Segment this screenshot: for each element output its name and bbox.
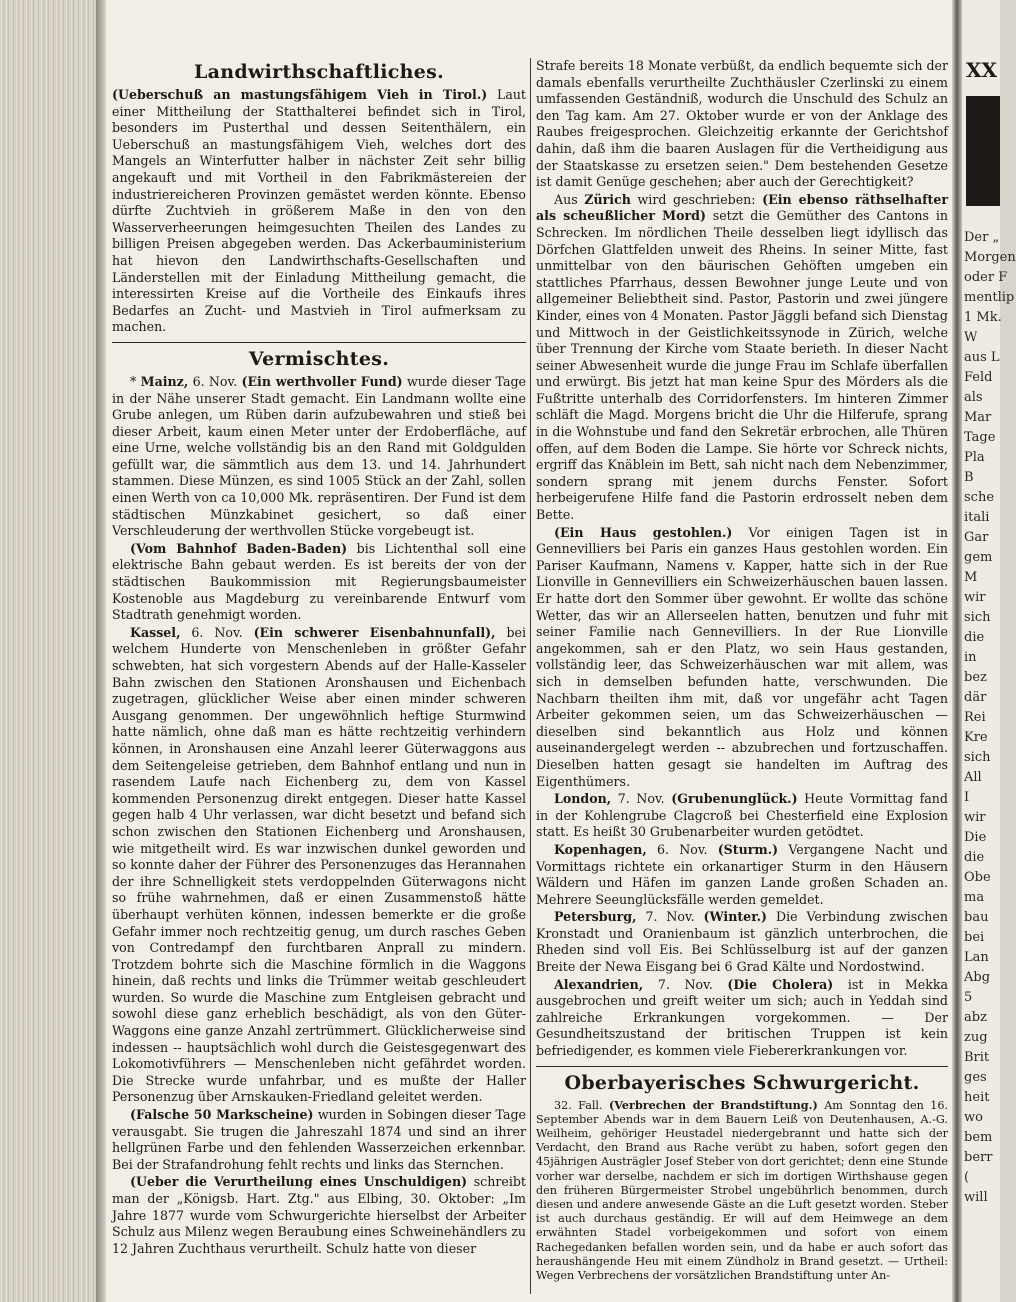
section-divider [536, 1066, 948, 1067]
article-lead: (Falsche 50 Markscheine) [130, 1107, 314, 1123]
next-page-line: wir [964, 590, 986, 605]
article-lead: (Winter.) [703, 909, 768, 925]
next-page-line: Rei [964, 710, 986, 725]
next-page-line: Der „ [964, 230, 1000, 245]
next-page-line: ( [964, 1170, 970, 1185]
article-place: Petersburg, [554, 909, 637, 925]
next-page-line: sich [964, 610, 991, 625]
next-page-line: will [964, 1190, 988, 1205]
next-page-line: heit [964, 1090, 990, 1105]
article-date: 6. Nov. [191, 624, 243, 640]
next-page-line: Pla [964, 450, 985, 465]
article-alexandria-cholera [536, 977, 948, 1060]
article-place: Kopenhagen, [554, 841, 647, 857]
next-page-line: bei [964, 930, 985, 945]
next-page-masthead-block [966, 96, 1000, 206]
article-text: setzt die Gemüther des Cantons in Schrecken. Im nördlichen Theile desselben liegt idyllisch das Dörfchen Glattfelden unweit des Rheins. In seiner Mitte, fast unmittelbar von den bäurischen Gehöften umgeben ein stattliches Pfarrhaus, dessen Bewohner junge Leute und von allgemeiner Beliebtheit sind. Pastor, Pastorin und zwei jüngere Kinder, eines von 4 Monaten. Pastor Jäggli befand sich Dienstag und Mittwoch in der Geistlichkeitssynode in Zürich, welche über Trennung der Kirche vom Staate berieth. In dieser Nacht seiner Abwesenheit wurde die junge Frau im Schlafe überfallen und erwürgt. Bis jetzt hat man keine Spur des Mörders als die Fußtritte unterhalb des Corridorfensters. Im hinteren Zimmer schläft die Magd. Morgens bricht die Uhr die Hilferufe, sprang in die Wohnstube und fand den Sekretär erbrochen, alle Thüren offen, auf dem Boden die Lampe. Sie hörte vor Schreck nichts, ergriff das Knäblein im Bett, sah nicht nach dem Nebenzimmer, sondern sprang mit jenem durchs Fenster. Sofort herbeigerufene Hilfe fand die Pastorin erdrosselt neben dem Bette. [536, 208, 948, 523]
next-page-line: die [964, 630, 985, 645]
article-lead: (Ueberschuß an mastungsfähigem Vieh in Tirol.) [112, 87, 488, 102]
article-wrongful-conviction-continued [536, 58, 948, 191]
next-page-line: ma [964, 890, 985, 905]
article-text: Heute Vormittag fand in der Kohlengrube Clagcroß bei Chesterfield eine Explosion statt. Es heißt 30 Grubenarbeiter wurden getödtet. [536, 791, 948, 840]
article-date: 6. Nov. [656, 841, 708, 857]
next-page-line: ges [964, 1070, 987, 1085]
next-page-line: zug [964, 1030, 988, 1045]
section-divider [112, 342, 526, 343]
next-page-line: bem [964, 1130, 993, 1145]
article-date: 7. Nov. [657, 976, 713, 992]
article-lead: (Vom Bahnhof Baden-Baden) [130, 540, 348, 556]
page-stack-edge [0, 0, 96, 1302]
next-page-line: die [964, 850, 985, 865]
article-lead: (Ueber die Verurtheilung eines Unschuldigen) [130, 1174, 468, 1190]
next-page-line: aus L [964, 350, 1000, 365]
article-text: bis Lichtenthal soll eine elektrische Bahn gebaut werden. Es ist bereits der von der städtischen Baukommission mit Regierungsbaumeister Kostenoble aus Magdeburg zu vereinbarende Entwurf vom Stadtrath genehmigt worden. [112, 540, 526, 623]
next-page-line: B [964, 470, 974, 485]
article-text: Laut einer Mittheilung der Statthalterei befindet sich in Tirol, besonders im Pusterthal und dessen Seitenthälern, ein Ueberschuß an mastungsfähigem Vieh, welches dort des Mangels an Winterfutter halber in nächster Zeit sehr billig angekauft und mit Vortheil in den Fabrikmästereien der industriereicheren Provinzen gemästet werden könnte. Ebenso dürfte Zuchtvieh in größerem Maße in den von den Wasserverheerungen heimgesuchten Theilen des Landes zu billigen Preisen abgegeben werden. Das Ackerbauministerium hat hievon den Landwirthschafts-Gesellschaften und Länderstellen mit der Einladung Mittheilung gemacht, die interessirten Kreise auf die Vortheile des Einkaufs ihres Bedarfes an Zucht- und Mastvieh in Tirol aufmerksam zu machen. [112, 87, 526, 335]
article-lead: (Verbrechen der Brandstiftung.) [608, 1097, 818, 1112]
article-counterfeit-notes [112, 1107, 526, 1173]
next-page-line: berr [964, 1150, 993, 1165]
next-page-line: 1 Mk. [964, 310, 1002, 325]
article-lead: (Ein werthvoller Fund) [241, 373, 403, 389]
article-lead: (Ein schwerer Eisenbahnunfall), [253, 624, 496, 640]
next-page-line: W [964, 330, 978, 345]
next-page-line: itali [964, 510, 990, 525]
next-page-line: Tage [964, 430, 996, 445]
next-page-line: Die [964, 830, 987, 845]
article-text: Strafe bereits 18 Monate verbüßt, da endlich bequemte sich der damals ebenfalls verurtheilte Zuchthäusler Czerlinski zu einem umfassenden Geständniß, wodurch die Unschuld des Schulz an den Tag kam. Am 27. Oktober wurde er von der Anklage des Raubes freigesprochen. Gleichzeitig erkannte der Gerichtshof dahin, daß ihm die baaren Auslagen für die Vertheidigung aus der Staatskasse zu ersetzen seien." Dem bestehenden Gesetze ist damit Genüge geschehen; aber auch der Gerechtigkeit? [536, 58, 948, 190]
article-place: Mainz, [140, 373, 189, 389]
article-date: 6. Nov. [192, 373, 238, 389]
article-text: bei welchem Hunderte von Menschenleben in größter Gefahr schwebten, hat sich vorgestern Abends auf der Halle-Kasseler Bahn zwischen den Stationen Aronshausen und Eichenbach zugetragen, glücklicher Weise aber einen minder schweren Ausgang genommen. Der ungewöhnlich heftige Sturmwind hatte nämlich, ohne daß man es hätte rechtzeitig verhindern können, in Aronshausen eine Anzahl leerer Güterwaggons aus dem Seitengeleise getrieben, dem Bahnhof entlang und nun in rasendem Laufe nach Eichenberg zu, dem von Kassel kommenden Personenzug direkt entgegen. Dieser hatte Kassel gegen halb 4 Uhr verlassen, war dicht besetzt und befand sich schon zwischen den Stationen Eichenberg und Aronshausen, wie mitgetheilt wird. Es war inzwischen dunkel geworden und so konnte daher der Führer des Personenzuges das Herannahen der ihre Schnelligkeit stets verdoppelnden Güterwagons nicht so frühe wahrnehmen, daß er einen Zusammenstoß hätte überhaupt verhüten können, indessen bemerkte er die große Gefahr immer noch rechtzeitig genug, um durch rasches Geben von Contredampf den furchtbaren Anprall zu mindern. Trotzdem bohrte sich die Maschine förmlich in die Waggons hinein, daß rechts und links die Trümmer weitab geschleudert wurden. So wurde die Maschine zum Entgleisen gebracht und sowohl diese ganz erheblich beschädigt, als von den Güter-Waggons eine ganze Anzahl zertrümmert. Glücklicherweise sind indessen -- hauptsächlich wohl durch die Geistesgegenwart des Lokomotivführers — Menschenleben nicht gefährdet worden. Die Strecke wurde unfahrbar, und es mußte der Haller Personenzug über Arnskauken-Friedland geleitet werden. [112, 624, 526, 1105]
next-page-line: als [964, 390, 983, 405]
next-page-line: Feld [964, 370, 993, 385]
article-zurich-murder [536, 192, 948, 524]
article-place: Zürich [584, 191, 631, 207]
binding-shadow [96, 0, 106, 1302]
left-column [112, 58, 526, 1292]
article-lead: (Sturm.) [717, 841, 779, 857]
next-page-line: bez [964, 670, 987, 685]
right-column [536, 58, 948, 1292]
next-page-line: Gar [964, 530, 989, 545]
next-page-line: All [964, 770, 982, 785]
article-petersburg-winter [536, 909, 948, 975]
article-place: Alexandrien, [554, 976, 644, 992]
next-page-line: Morgen [964, 250, 1016, 265]
article-star: * [130, 373, 137, 389]
article-lead: (Die Cholera) [727, 976, 834, 992]
article-text: Am Sonntag den 16. September Abends war in dem Bauern Leiß von Deutenhausen, A.-G. Weilheim, gehöriger Heustadel niedergebrannt und hatte sich der Verdacht, den Brand aus Rache verübt zu haben, sofort gegen den 45jährigen Austrägler Josef Steber von dort gerichtet; denn eine Stunde vorher war derselbe, nachdem er sich im dortigen Wirthshause gegen den früheren Bürgermeister Strobel ungebührlich benommen, durch diesen und andere anwesende Gäste an die Luft gesetzt worden. Steber ist auch durchaus geständig. Er will auf dem Heimwege an dem erwähnten Stadel vorbeigekommen und sofort von einem Rachegedanken befallen worden sein, und da habe er auch sofort das heraushängende Heu mit einem Zündholz in Brand gesetzt. — Urtheil: Wegen Verbrechens der vorsätzlichen Brandstiftung unter An- [536, 1098, 949, 1283]
article-text: Vor einigen Tagen ist in Gennevilliers bei Paris ein ganzes Haus gestohlen worden. Ein Pariser Kaufmann, Namens v. Kapper, hatte sich in der Rue Lionville in Gennevilliers ein Schweizerhäuschen bauen lassen. Er hatte dort den Sommer über gewohnt. Er wollte das schöne Wetter, das wir an Allerseelen hatten, benutzen und fuhr mit seiner Familie nach Gennevilliers. In der Rue Lionville angekommen, sah er den Platz, wo sein Haus gestanden, vollständig leer, das Schweizerhäuschen war mit allem, was sich in demselben befunden hatte, verschwunden. Die Nachbarn theilten ihm mit, daß vor ungefähr acht Tagen Arbeiter gekommen seien, um das Schweizerhäuschen — dieselben sind bekanntlich aus Holz und können auseinandergelegt werden -- abzubrechen und fortzuschaffen. Dieselben hatten gesagt sie handelten im Auftrag des Eigenthümers. [536, 524, 948, 789]
next-page-line: Abg [964, 970, 991, 985]
column-rule [530, 58, 531, 1294]
article-tyrol-cattle [112, 87, 526, 336]
article-lead: (Grubenunglück.) [671, 791, 798, 807]
section-heading-agriculture: Landwirthschaftliches. [193, 61, 445, 83]
next-page-title: XX [966, 58, 998, 82]
next-page-line: M [964, 570, 978, 585]
article-text: schreibt man der „Königsb. Hart. Ztg." aus Elbing, 30. Oktober: „Im Jahre 1877 wurde vom Schwurgerichte hierselbst der Arbeiter Schulz aus Milenz wegen Beraubung eines Schweinehändlers zu 12 Jahren Zuchthaus verurtheilt. Schulz hatte von dieser [112, 1174, 526, 1256]
article-text: Die Verbindung zwischen Kronstadt und Oranienbaum ist gänzlich unterbrochen, die Rheden sind voll Eis. Bei Schlüsselburg ist auf der ganzen Breite der Newa Eisgang bei 6 Grad Kälte und Nordostwind. [536, 909, 948, 975]
section-heading-jury-court: Oberbayerisches Schwurgericht. [564, 1071, 920, 1094]
article-case-number: 32. Fall. [554, 1098, 603, 1112]
article-wrongful-conviction [112, 1174, 526, 1257]
article-text: wurde dieser Tage in der Nähe unserer Stadt gemacht. Ein Landmann wollte eine Grube anlegen, um Rüben darin aufzubewahren und stieß bei dieser Arbeit, kaum einen Meter unter der Erdoberfläche, auf eine Urne, welche vollständig bis an den Rand mit Goldgulden gefüllt war, die sämmtlich aus dem 13. und 14. Jahrhundert stammen. Diese Münzen, es sind 1005 Stück an der Zahl, sollen einen Werth von ca 10,000 Mk. repräsentiren. Der Fund ist dem städtischen Münzkabinet gesichert, so daß einer Verschleuderung der werthvollen Stücke vorgebeugt ist. [112, 373, 526, 539]
article-intro-mid: wird geschrieben: [637, 191, 756, 207]
article-text: wurden in Sobingen dieser Tage verausgabt. Sie trugen die Jahreszahl 1874 und sind an ihrer hellgrünen Farbe und den fehlenden Wasserzeichen erkennbar. Bei der Strafandrohung fehlt rechts und links das Sternchen. [112, 1107, 526, 1172]
next-page-line: oder F [964, 270, 1008, 285]
next-page-line: gem [964, 550, 993, 565]
article-date: 7. Nov. [645, 909, 695, 925]
article-text: ist in Mekka ausgebrochen und greift weiter um sich; auch in Yeddah sind zahlreiche Erkrankungen vorgekommen. — Der Gesundheitszustand der britischen Truppen ist kein befriedigender, es kommen viele Fiebererkrankungen vor. [536, 976, 948, 1059]
article-baden-baden [112, 541, 526, 624]
article-kassel-accident [112, 625, 526, 1106]
article-place: London, [554, 791, 612, 807]
book-gutter [952, 0, 962, 1302]
article-london-mine [536, 791, 948, 841]
next-page-line: Kre [964, 730, 988, 745]
article-lead: (Ein Haus gestohlen.) [554, 524, 733, 540]
next-page-fragment [962, 0, 1016, 1302]
next-page-line: Brit [964, 1050, 990, 1065]
next-page-line: wir [964, 810, 986, 825]
next-page-line: wo [964, 1110, 983, 1125]
next-page-line: abz [964, 1010, 987, 1025]
next-page-line: I [964, 790, 970, 805]
article-place: Kassel, [130, 624, 181, 640]
article-copenhagen-storm [536, 842, 948, 908]
article-text: Vergangene Nacht und Vormittags richtete ein orkanartiger Sturm in den Häusern Wäldern und Häfen im ganzen Lande großen Schaden an. Mehrere Seeunglücksfälle werden gemeldet. [536, 841, 948, 907]
next-page-line: 5 [964, 990, 973, 1005]
article-date: 7. Nov. [617, 791, 665, 807]
next-page-line: mentlip [964, 290, 1015, 305]
article-arson-case [536, 1098, 948, 1284]
next-page-line: Lan [964, 950, 989, 965]
article-mainz-find [112, 374, 526, 540]
next-page-line: in [964, 650, 977, 665]
next-page-line: bau [964, 910, 989, 925]
next-page-line: Obe [964, 870, 991, 885]
section-heading-miscellaneous: Vermischtes. [248, 347, 390, 370]
article-intro: Aus [554, 191, 578, 207]
next-page-line: Mar [964, 410, 992, 425]
article-stolen-house [536, 525, 948, 791]
next-page-line: sich [964, 750, 991, 765]
next-page-line: sche [964, 490, 995, 505]
article-lead: (Ein ebenso räthselhafter als scheußlicher Mord) [536, 191, 948, 224]
next-page-line: där [964, 690, 987, 705]
